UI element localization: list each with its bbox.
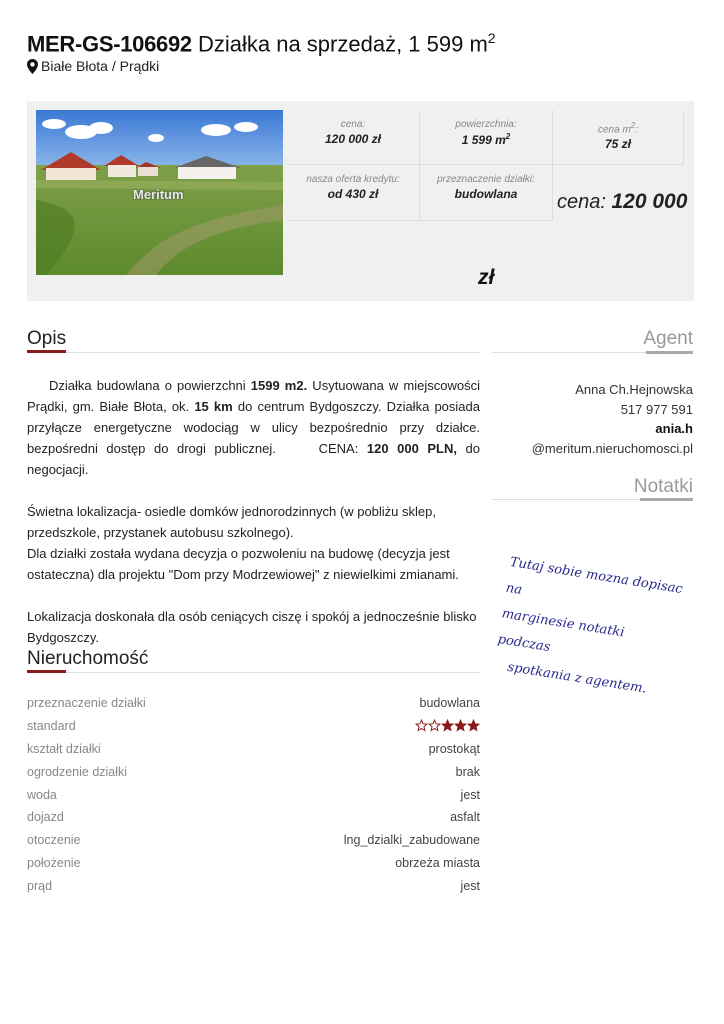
section-underline bbox=[27, 670, 66, 673]
divider bbox=[66, 352, 480, 353]
area-cell: powierzchnia: 1 599 $m^2$ bbox=[420, 110, 553, 165]
page-title: MER-GS-106692 Działka na sprzedaż, 1 599 $m^2$ bbox=[27, 30, 496, 57]
property-row: prąd jest bbox=[27, 879, 480, 893]
section-underline bbox=[640, 498, 693, 501]
property-row: kształt działki prostokąt bbox=[27, 742, 480, 756]
divider bbox=[492, 499, 640, 500]
section-title-nieruchomosc: Nieruchomość bbox=[27, 648, 149, 669]
star-empty-icon bbox=[428, 719, 441, 732]
property-row: położenie obrzeża miasta bbox=[27, 856, 480, 870]
section-title-opis: Opis bbox=[27, 328, 67, 349]
property-row: ogrodzenie działki brak bbox=[27, 765, 480, 779]
section-underline bbox=[646, 351, 693, 354]
agent-phone[interactable]: 517 977 591 bbox=[620, 401, 693, 417]
property-row: przeznaczenie działki budowlana bbox=[27, 696, 480, 710]
location-text: Białe Błota / Prądki bbox=[41, 58, 160, 74]
agent-contact bbox=[532, 380, 693, 458]
price-cell: cena: 120 000 zł bbox=[287, 110, 420, 165]
handwritten-note: Tutaj sobie mozna dopisac na marginesie notatki podczas spotkania z agentem. bbox=[496, 554, 684, 697]
divider bbox=[492, 352, 646, 353]
property-photo[interactable] bbox=[36, 110, 283, 275]
property-row: otoczenie lng_dzialki_zabudowane bbox=[27, 833, 480, 847]
agent-email[interactable]: ania.h @meritum.nieruchomosci.pl bbox=[531, 421, 693, 456]
location bbox=[27, 58, 159, 74]
star-filled-icon bbox=[454, 719, 467, 732]
description: Działka budowlana o powierzchni 1599 m2. Usytuowana w miejscowości Prądki, gm. Białe Błota, ok. 15 km do centrum Bydgoszczy. Działka posiada przyłącze energetyczne wodociąg w ulicy bezpośrednio przy działce. bezpośredni dostęp do drogi publicznej. CENA: 120 000 PLN, do negocjacji. Świetna lokalizacja- osiedle domków jednorodzinnych (w pobliżu sklep, przedszkole, przystanek autobusu szkolnego). Dla działki została wydana decyzja o pozwoleniu na budowę (decyzja jest ostateczna) dla projektu "Dom przy Modrzewiowej" z niewielkimi zmianami. Lokalizacja doskonała dla osób ceniących ciszę i spokój a jednocześnie blisko Bydgoszczy. bbox=[27, 378, 480, 645]
star-empty-icon bbox=[415, 719, 428, 732]
big-price-currency: zł bbox=[478, 266, 495, 289]
section-underline bbox=[27, 350, 66, 353]
price-per-m2-cell: cena $m^2$: 75 zł bbox=[553, 110, 684, 165]
agent-name: Anna Ch.Hejnowska bbox=[575, 382, 693, 397]
section-title-notatki: Notatki bbox=[633, 476, 693, 497]
property-row: standard bbox=[27, 719, 480, 735]
offer-id: MER-GS-106692 bbox=[27, 31, 192, 57]
star-filled-icon bbox=[441, 719, 454, 732]
big-price: cena: 120 000 bbox=[557, 190, 688, 213]
property-row: dojazd asfalt bbox=[27, 810, 480, 824]
standard-rating bbox=[415, 719, 480, 735]
photo-watermark: Meritum bbox=[133, 187, 184, 202]
property-row: woda jest bbox=[27, 788, 480, 802]
divider bbox=[66, 672, 480, 673]
purpose-cell: przeznaczenie działki: budowlana bbox=[420, 165, 553, 221]
section-title-agent: Agent bbox=[643, 328, 693, 349]
star-filled-icon bbox=[467, 719, 480, 732]
map-pin-icon bbox=[27, 59, 38, 74]
offer-title: Działka na sprzedaż, 1 599 m bbox=[197, 31, 488, 57]
credit-cell: nasza oferta kredytu: od 430 zł bbox=[287, 165, 420, 221]
